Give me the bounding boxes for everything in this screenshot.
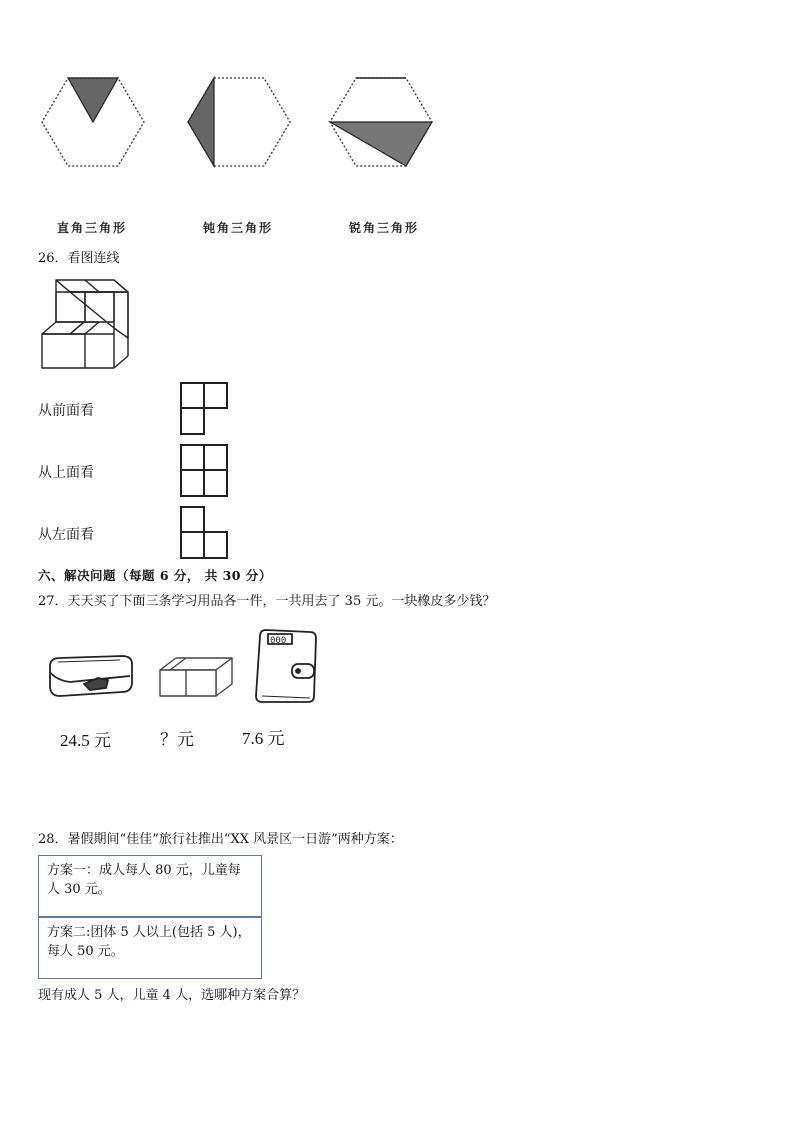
- svg-text:000: 000: [270, 636, 287, 646]
- pencil-case-icon: [46, 652, 136, 702]
- plan-one-line-2: 人 30 元。: [47, 882, 111, 897]
- view-diagram-left: [180, 506, 230, 560]
- hexagon-label-right: 直角三角形: [57, 221, 128, 235]
- hexagon-acute-triangle: [328, 76, 434, 168]
- plan-two-line-1: 方案二:团体 5 人以上(包括 5 人)，: [47, 925, 251, 940]
- price-calculator: 7.6 元: [242, 729, 285, 748]
- hexagon-right-triangle: [40, 76, 146, 168]
- view-label-top: 从上面看: [38, 465, 94, 481]
- cube-stack-figure: [38, 278, 132, 372]
- view-diagram-top: [180, 444, 230, 498]
- hexagon-label-obtuse: 钝角三角形: [203, 221, 274, 235]
- question-28-prompt: 现有成人 5 人，儿童 4 人，选哪种方案合算？: [38, 988, 306, 1003]
- hexagon-label-acute: 锐角三角形: [349, 221, 420, 235]
- section-6-heading: 六、解决问题（每题 6 分， 共 30 分）: [38, 568, 272, 583]
- price-eraser: ？元: [160, 730, 194, 749]
- eraser-icon: [156, 654, 236, 700]
- question-27-title: 27．天天买了下面三条学习用品各一件，一共用去了 35 元。一块橡皮多少钱？: [38, 594, 496, 609]
- hexagon-obtuse-triangle: [186, 76, 292, 168]
- calculator-icon: [254, 626, 318, 708]
- plan-two-line-2: 每人 50 元。: [47, 944, 124, 959]
- view-diagram-front: [180, 382, 230, 436]
- question-26-title: 26．看图连线: [38, 251, 120, 266]
- view-label-left: 从左面看: [38, 527, 94, 543]
- plan-two-box: [38, 917, 262, 979]
- price-pencil-case: 24.5 元: [60, 731, 111, 750]
- view-label-front: 从前面看: [38, 403, 94, 419]
- plan-one-box: [38, 855, 262, 917]
- plan-one-line-1: 方案一：成人每人 80 元，儿童每: [47, 863, 241, 878]
- question-28-title: 28．暑假期间“佳佳”旅行社推出“XX 风景区一日游”两种方案：: [38, 832, 403, 847]
